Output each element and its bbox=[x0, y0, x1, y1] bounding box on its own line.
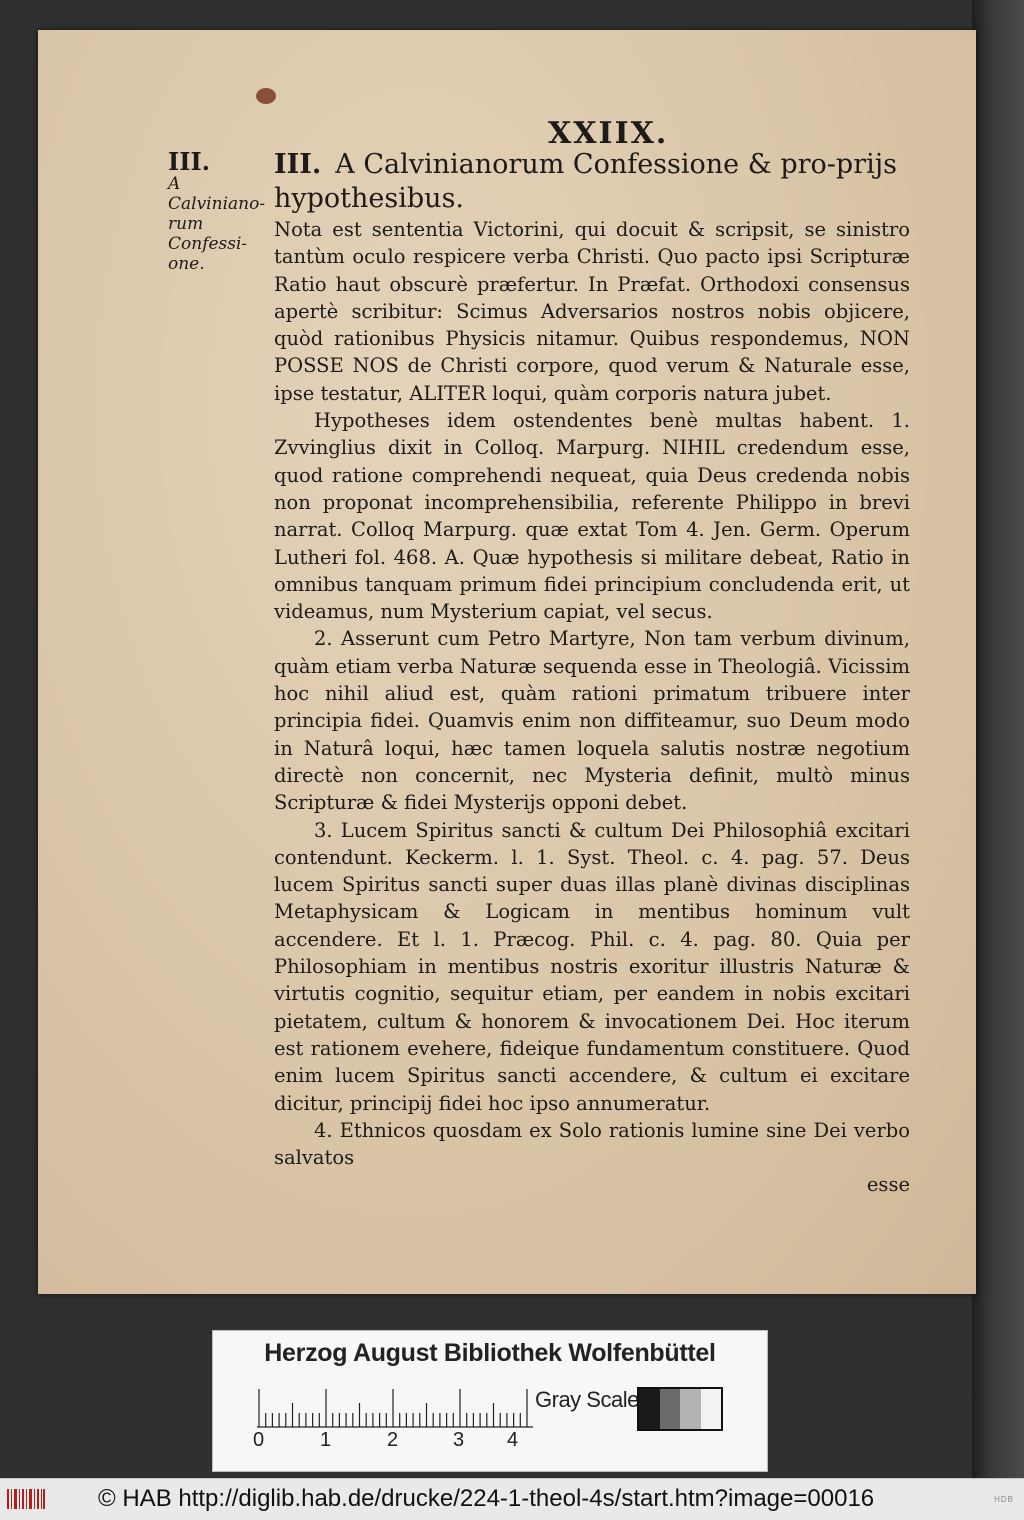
catchword: esse bbox=[866, 1173, 910, 1197]
ruler-label-0: 0 bbox=[253, 1429, 265, 1451]
gray-patch-2 bbox=[660, 1389, 681, 1429]
gray-scale-bar bbox=[637, 1387, 723, 1431]
ruler-label-3: 3 bbox=[453, 1429, 465, 1451]
gray-patch-1 bbox=[639, 1389, 660, 1429]
ink-stain bbox=[256, 88, 276, 104]
footer-bar bbox=[0, 1478, 1024, 1520]
paragraph-5: 4. Ethnicos quosdam ex Solo rationis lumine sine Dei verbo salvatos bbox=[274, 1118, 910, 1170]
paragraph-2: Hypotheses idem ostendentes benè multas habent. 1. Zvvinglius dixit in Colloq. Marpurg. NIHIL credendum esse, quod ratione comprehendi nequeat, quia Deus credenda nobis non proponat incomprehensibilia, referente Philippo in brevi narrat. Colloq Marpurg. quæ extat Tom 4. Jen. Germ. Operum Lutheri fol. 468. A. Quæ hypothesis si militare debeat, Ratio in omnibus tanquam primum fidei principium concludenda erit, ut videamus, num Mysterium capiat, vel secus. bbox=[274, 409, 910, 624]
marginal-note bbox=[168, 147, 280, 274]
heading-text: A Calvinianorum Confessione & pro-prijs hypothesibus. bbox=[274, 149, 897, 214]
page-number: XXIIX. bbox=[548, 116, 669, 151]
paragraph-4: 3. Lucem Spiritus sancti & cultum Dei Philosophiâ excitari contendunt. Keckerm. l. 1. Syst. Theol. c. 4. pag. 57. Deus lucem Spiritus sancti super duas illas planè divinas disciplinas Metaphysicam & Logicam in mentibus hominum vult accendere. Et l. 1. Præcog. Phil. c. 4. pag. 80. Quia per Philosophiam in mentibus nostris exoritur illustris Naturæ & virtutis cognitio, sequitur etiam, per eandem in nobis excitari pietatem, cultum & honorem & invocationem Dei. Hoc iterum est rationem evehere, fideique fundamentum constituere. Quod enim lucem Spiritus sancti accendere, & cultum ei excitare dicitur, principij fidei hoc ipso annumeratur. bbox=[274, 818, 910, 1115]
barcode-icon bbox=[6, 1486, 46, 1512]
footer-url: © HAB http://diglib.hab.de/drucke/224-1-theol-4s/start.htm?image=00016 bbox=[98, 1485, 875, 1512]
ruler-label-1: 1 bbox=[320, 1429, 332, 1451]
gray-patch-4 bbox=[701, 1389, 722, 1429]
heading-roman: III. bbox=[274, 149, 322, 180]
gray-patch-3 bbox=[680, 1389, 701, 1429]
paragraph-3: 2. Asserunt cum Petro Martyre, Non tam verbum divinum, quàm etiam verba Naturæ sequenda esse in Theologiâ. Vicissim hoc nihil aliud est, quàm rationi primatum tribuere inter principia fidei. Quamvis enim non diffiteamur, suo Deum modo in Naturâ loqui, hæc tamen loquela salutis nostræ negotium directè non concernit, nec Mysteria definit, multò minus Scripturæ & fidei Mysterijs opponi debet. bbox=[274, 627, 910, 815]
book-page bbox=[38, 30, 976, 1294]
section-heading bbox=[274, 148, 910, 216]
marginal-text: A Calviniano-rum Confessi-one. bbox=[168, 174, 266, 274]
paragraph-1: Nota est sententia Victorini, qui docuit & scripsit, se sinistro tantùm oculo respicere verba Christi. Quo pacto ipsi Scripturæ Ratio haut obscurè præfertur. In Præfat. Orthodoxi consensus apertè scribitur: Scimus Adversarios nostros nobis objicere, quòd rationibus Physicis nitamur. Quibus respondemus, NON POSSE NOS de Christi corpore, quod verum & Naturale esse, ipse testatur, ALITER loqui, quàm corporis natura jubet. bbox=[274, 218, 910, 405]
library-name: Herzog August Bibliothek Wolfenbüttel bbox=[264, 1339, 716, 1367]
color-target-card bbox=[212, 1330, 768, 1472]
page-body bbox=[274, 148, 910, 1199]
footer-tag: HDB bbox=[994, 1495, 1014, 1504]
marginal-number: III. bbox=[168, 147, 211, 176]
ruler-label-4: 4 bbox=[507, 1429, 519, 1451]
book-edge bbox=[972, 0, 1024, 1478]
ruler-scale bbox=[257, 1389, 533, 1429]
ruler-label-2: 2 bbox=[387, 1429, 399, 1451]
gray-scale-label: Gray Scale bbox=[535, 1387, 639, 1412]
